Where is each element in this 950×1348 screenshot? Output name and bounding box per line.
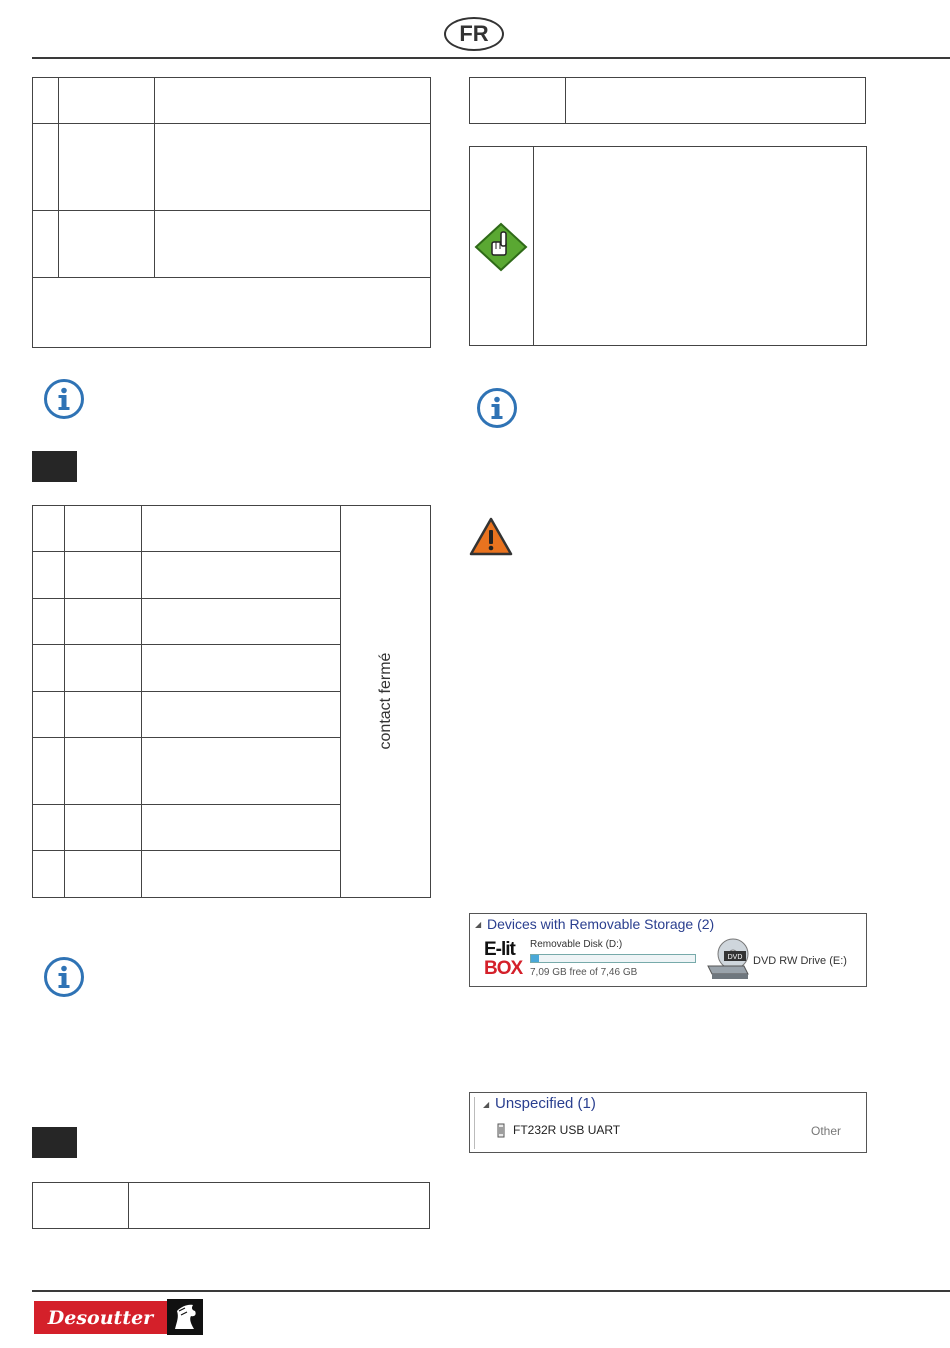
warning-icon [468, 516, 514, 558]
header-rule [32, 57, 950, 59]
table-cell [155, 124, 431, 211]
merged-cell-label: contact fermé [377, 652, 394, 750]
logo-line-1: E-lit [484, 939, 515, 960]
footer-rule [32, 1290, 950, 1292]
note-box [469, 146, 867, 346]
note-hand-icon [474, 222, 528, 272]
table-cell [33, 78, 59, 124]
spec-table-top-right [469, 77, 866, 124]
table-cell [33, 506, 65, 552]
language-badge [444, 17, 504, 51]
table-row [33, 278, 431, 348]
brand-text: Desoutter [47, 1306, 154, 1329]
info-icon [43, 956, 85, 998]
table-cell [142, 506, 341, 552]
language-badge-text: FR [459, 21, 489, 46]
dvd-icon-text: DVD [727, 954, 743, 961]
usb-device-name[interactable]: FT232R USB UART [513, 1123, 621, 1137]
tree-guide [474, 1097, 475, 1149]
table-cell [470, 78, 566, 124]
table-row [33, 1183, 430, 1229]
table-row [470, 147, 867, 346]
table-row [33, 78, 431, 124]
table-cell [33, 211, 59, 278]
note-text-cell [534, 147, 867, 346]
logo-line-2: BOX [484, 958, 523, 979]
unspecified-heading: Unspecified (1) [495, 1095, 596, 1112]
removable-disk-label[interactable]: Removable Disk (D:) [530, 939, 623, 950]
usb-device-icon [497, 1123, 505, 1139]
info-icon [43, 378, 85, 420]
table-cell [59, 211, 155, 278]
table-cell [566, 78, 866, 124]
desoutter-logo [34, 1301, 167, 1334]
disk-free-text: 7,09 GB free of 7,46 GB [530, 967, 638, 978]
table-cell [65, 506, 142, 552]
dvd-drive-label[interactable]: DVD RW Drive (E:) [753, 955, 847, 967]
section-marker [32, 451, 77, 482]
bottom-left-table [32, 1182, 430, 1229]
table-cell [59, 78, 155, 124]
io-table [32, 505, 431, 898]
dvd-drive-icon[interactable] [706, 936, 750, 982]
table-row [33, 124, 431, 211]
table-row [33, 211, 431, 278]
elit-box-logo [484, 940, 524, 978]
horse-emblem-icon [167, 1299, 203, 1335]
unspecified-panel [469, 1092, 867, 1153]
table-cell [33, 1183, 129, 1229]
table-note-cell [33, 278, 431, 348]
devices-heading: Devices with Removable Storage (2) [487, 916, 715, 932]
disk-usage-fill [531, 955, 539, 962]
collapse-triangle-icon[interactable]: ◢ [483, 1100, 490, 1109]
table-cell [155, 78, 431, 124]
disk-usage-bar [530, 954, 696, 963]
devices-panel [469, 913, 867, 987]
spec-table-top-left [32, 77, 431, 348]
collapse-triangle-icon[interactable]: ◢ [475, 920, 482, 929]
table-row [33, 506, 431, 552]
table-cell [155, 211, 431, 278]
table-cell [129, 1183, 430, 1229]
table-cell [59, 124, 155, 211]
section-marker [32, 1127, 77, 1158]
usb-device-type: Other [811, 1124, 842, 1138]
table-row [470, 78, 866, 124]
table-cell [33, 124, 59, 211]
info-icon [476, 387, 518, 429]
